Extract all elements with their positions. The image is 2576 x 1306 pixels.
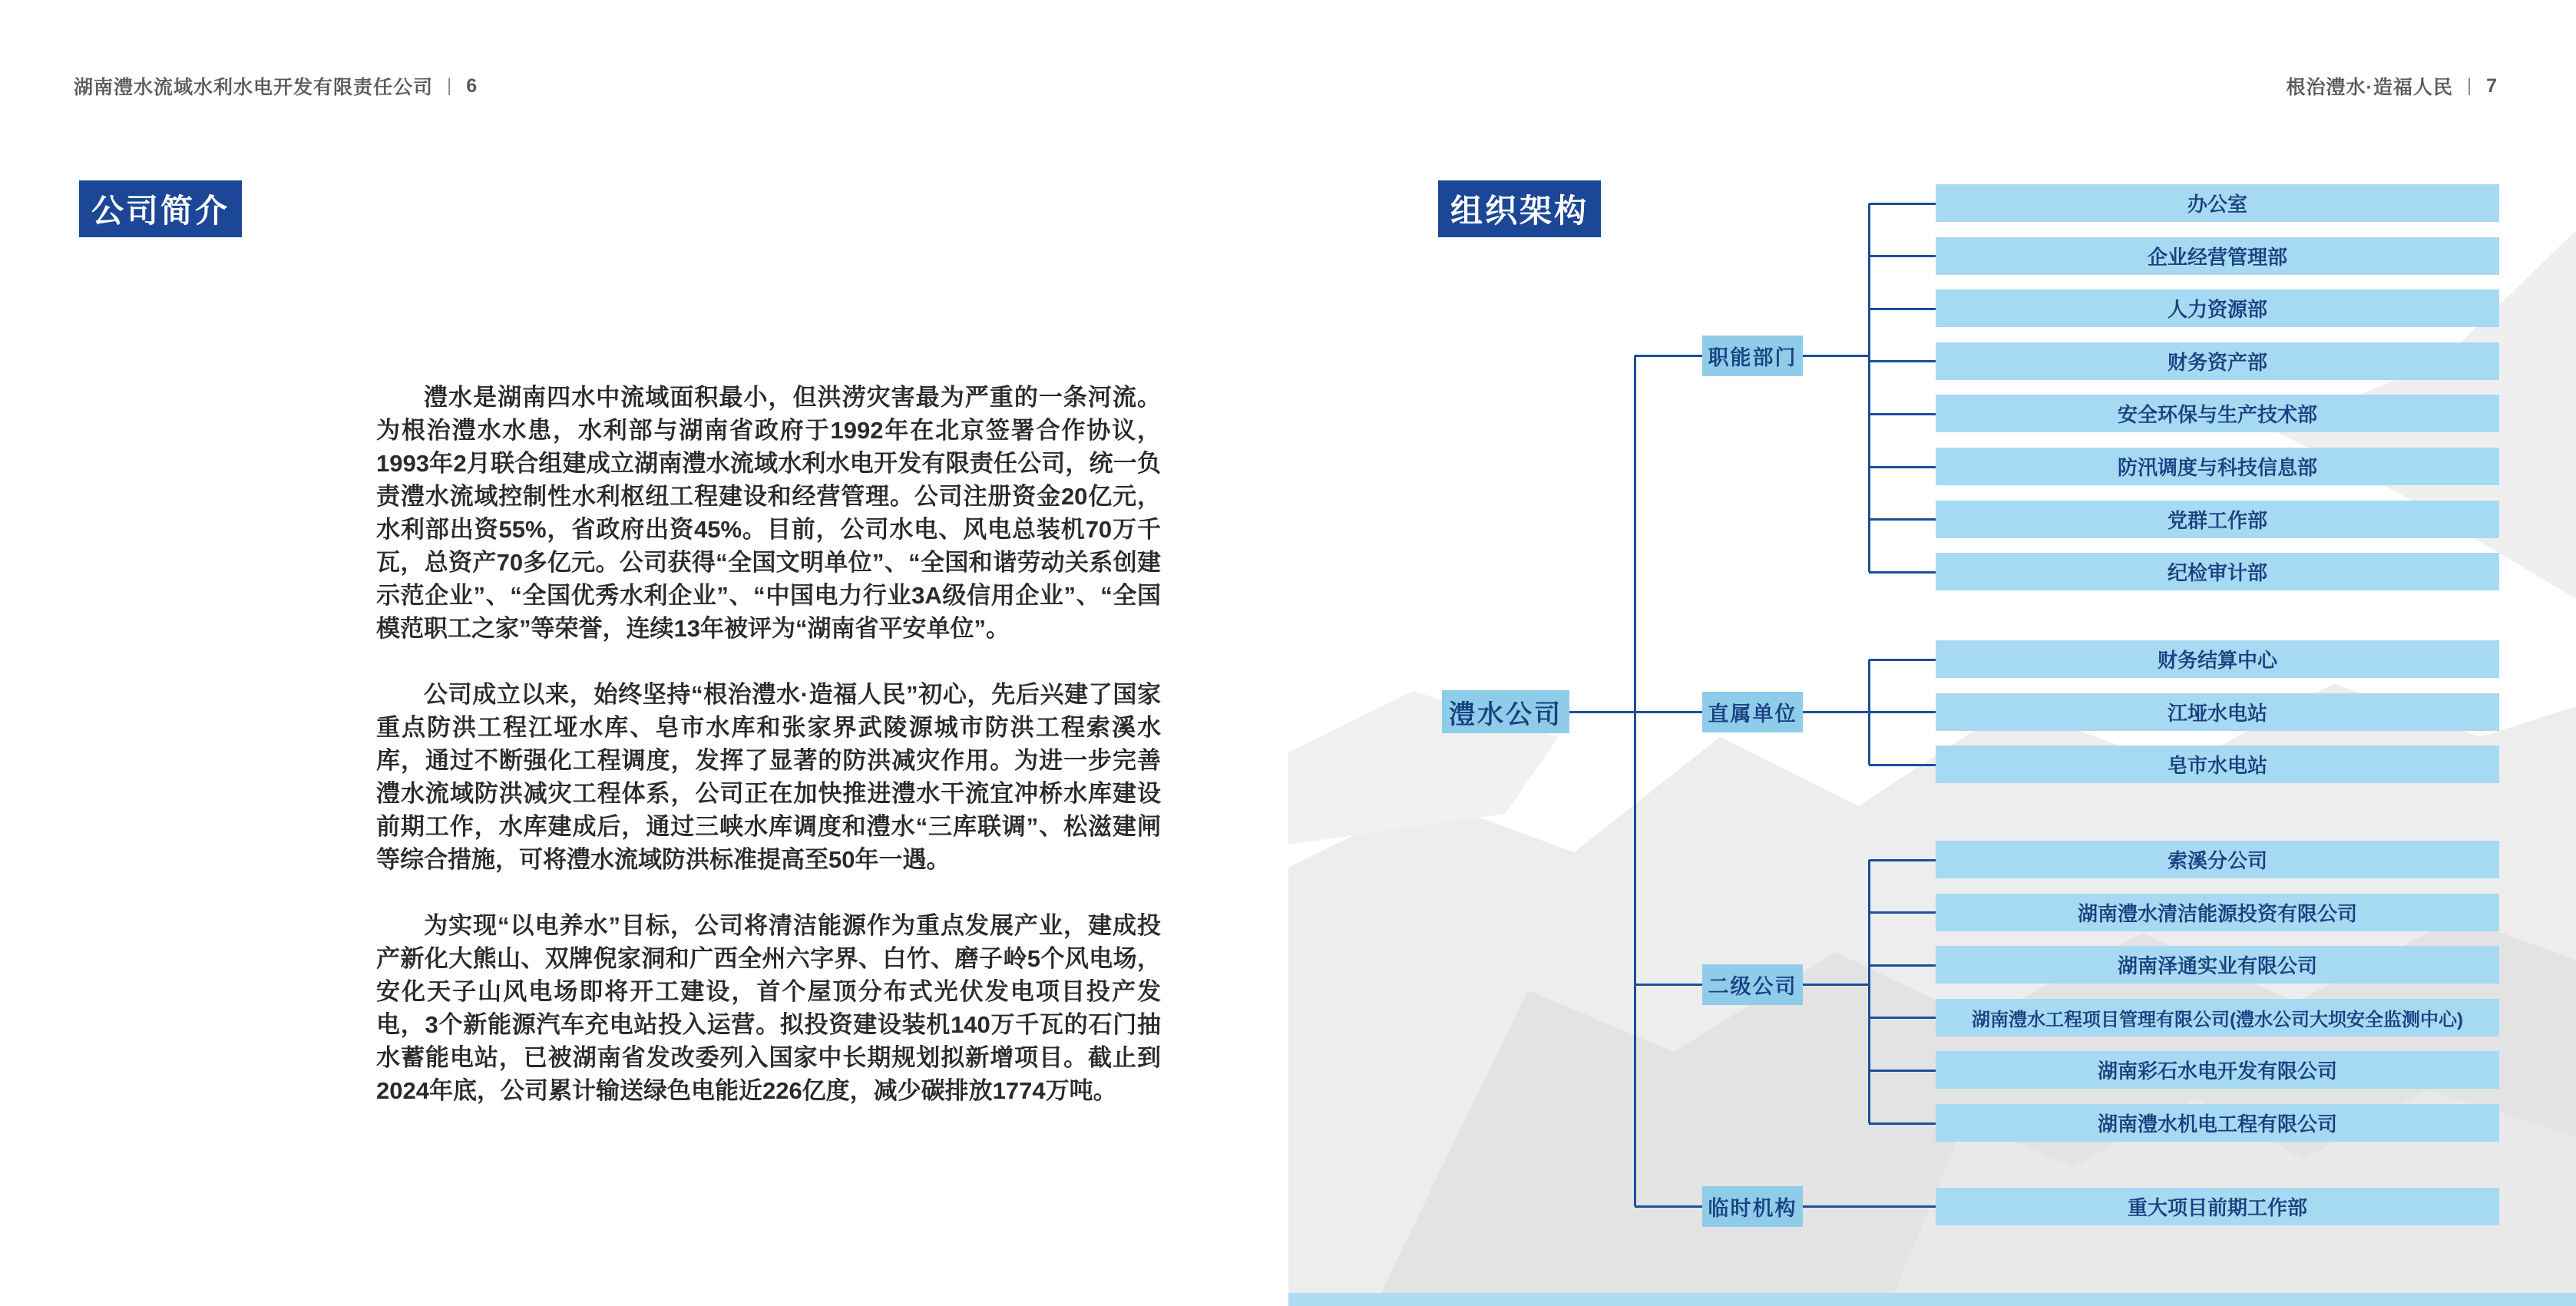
connector-line — [1869, 571, 1936, 574]
org-item: 索溪分公司 — [1936, 841, 2499, 878]
org-item: 党群工作部 — [1936, 501, 2499, 538]
header-separator: | — [447, 75, 453, 96]
connector-line — [1869, 360, 1936, 362]
company-profile-text — [376, 381, 1161, 1140]
right-page-header — [2287, 72, 2498, 100]
connector-line — [1868, 203, 1870, 572]
connector-line — [1869, 911, 1936, 914]
org-item: 湖南泽通实业有限公司 — [1936, 946, 2499, 984]
connector-line — [1869, 859, 1936, 861]
profile-paragraph-1: 澧水是湖南四水中流域面积最小，但洪涝灾害最为严重的一条河流。为根治澧水水患，水利部与湖南省政府于1992年在北京签署合作协议，1993年2月联合组建成立湖南澧水流域水利水电开发有限责任公司，统一负责澧水流域控制性水利枢纽工程建设和经营管理。公司注册资金20亿元，水利部出资55%，省政府出资45%。目前，公司水电、风电总装机70万千瓦，总资产70多亿元。公司获得“全国文明单位”、“全国和谐劳动关系创建示范企业”、“全国优秀水利企业”、“中国电力行业3A级信用企业”、“全国模范职工之家”等荣誉，连续13年被评为“湖南省平安单位”。 — [376, 384, 1161, 642]
org-item: 企业经营管理部 — [1936, 237, 2499, 275]
connector-line — [1869, 203, 1936, 205]
profile-paragraph-2: 公司成立以来，始终坚持“根治澧水·造福人民”初心，先后兴建了国家重点防洪工程江垭水库、皂市水库和张家界武陵源城市防洪工程索溪水库，通过不断强化工程调度，发挥了显著的防洪减灾作用。为进一步完善澧水流域防洪减灾工程体系，公司正在加快推进澧水干流宜冲桥水库建设前期工作，水库建成后，通过三峡水库调度和澧水“三库联调”、松滋建闸等综合措施，可将澧水流域防洪标准提高至50年一遇。 — [376, 681, 1161, 873]
connector-line — [1869, 659, 1936, 661]
org-item: 湖南澧水机电工程有限公司 — [1936, 1104, 2499, 1142]
connector-line — [1635, 984, 1702, 986]
left-page-number: 6 — [466, 74, 478, 97]
org-item: 安全环保与生产技术部 — [1936, 395, 2499, 432]
connector-line — [1869, 1122, 1936, 1125]
profile-paragraph-3: 为实现“以电养水”目标，公司将清洁能源作为重点发展产业，建成投产新化大熊山、双牌倪家洞和广西全州六字界、白竹、磨子岭5个风电场，安化天子山风电场即将开工建设，首个屋顶分布式光伏发电项目投产发电，3个新能源汽车充电站投入运营。拟投资建设装机140万千瓦的石门抽水蓄能电站，已被湖南省发改委列入国家中长期规划拟新增项目。截止到2024年底，公司累计输送绿色电能近226亿度，减少碳排放1774万吨。 — [376, 912, 1161, 1104]
right-page-number: 7 — [2486, 74, 2498, 97]
left-header-title: 湖南澧水流域水利水电开发有限责任公司 — [74, 77, 434, 98]
connector-line — [1803, 711, 1869, 713]
org-category-4: 临时机构 — [1702, 1186, 1803, 1227]
org-item: 湖南澧水清洁能源投资有限公司 — [1936, 894, 2499, 931]
section-title-org-structure: 组织架构 — [1438, 180, 1601, 237]
connector-line — [1635, 355, 1702, 357]
org-category-3: 二级公司 — [1702, 964, 1803, 1005]
connector-line — [1869, 518, 1936, 521]
connector-line — [1869, 1017, 1936, 1019]
org-item: 财务结算中心 — [1936, 640, 2499, 678]
org-item: 湖南澧水工程项目管理有限公司(澧水公司大坝安全监测中心) — [1936, 999, 2499, 1037]
connector-line — [1869, 964, 1936, 967]
connector-line — [1803, 1205, 1936, 1208]
connector-line — [1868, 860, 1870, 1123]
connector-line — [1869, 308, 1936, 310]
org-item: 办公室 — [1936, 184, 2499, 222]
org-item: 江垭水电站 — [1936, 693, 2499, 731]
connector-line — [1635, 711, 1702, 713]
left-page-header — [74, 72, 478, 100]
org-root-company: 澧水公司 — [1442, 690, 1569, 733]
section-title-company-profile: 公司简介 — [79, 180, 242, 237]
connector-line — [1635, 1205, 1702, 1208]
connector-line — [1869, 255, 1936, 257]
connector-line — [1569, 711, 1635, 713]
org-item: 纪检审计部 — [1936, 553, 2499, 590]
connector-line — [1869, 466, 1936, 468]
org-item: 财务资产部 — [1936, 342, 2499, 380]
connector-line — [1869, 1070, 1936, 1072]
connector-line — [1869, 764, 1936, 766]
connector-line — [1869, 711, 1936, 713]
org-item: 防汛调度与科技信息部 — [1936, 448, 2499, 485]
connector-line — [1869, 413, 1936, 415]
connector-line — [1634, 355, 1636, 1206]
org-item: 人力资源部 — [1936, 289, 2499, 327]
right-header-title: 根治澧水·造福人民 — [2286, 77, 2453, 98]
org-item: 重大项目前期工作部 — [1936, 1188, 2499, 1225]
connector-line — [1803, 984, 1869, 986]
org-category-2: 直属单位 — [1702, 692, 1803, 732]
org-item: 皂市水电站 — [1936, 746, 2499, 783]
org-item: 湖南彩石水电开发有限公司 — [1936, 1051, 2499, 1089]
header-separator: | — [2466, 75, 2473, 96]
connector-line — [1803, 355, 1869, 357]
org-category-1: 职能部门 — [1702, 336, 1803, 376]
